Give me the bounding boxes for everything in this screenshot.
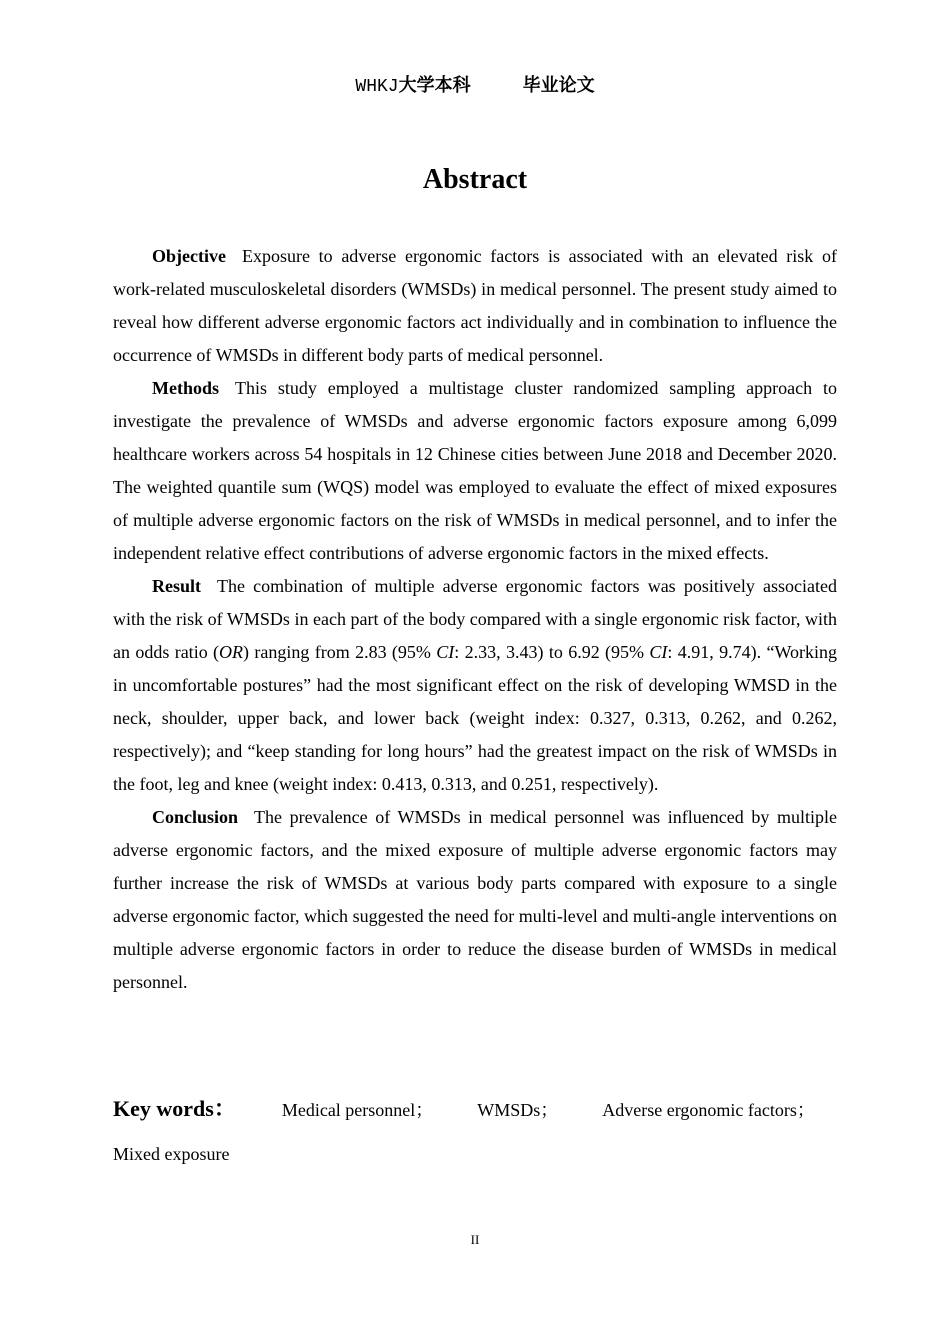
keywords-section [113,1087,837,1176]
keyword-item: Adverse ergonomic factors； [602,1100,815,1120]
keywords-label: Key words： [113,1096,236,1121]
objective-heading: Objective [152,246,226,266]
result-heading: Result [152,576,201,596]
methods-heading: Methods [152,378,219,398]
conclusion-heading: Conclusion [152,807,239,827]
running-header [0,74,950,99]
result-text-c: : 2.33, 3.43) to 6.92 (95% [454,642,650,662]
result-ci-term: CI [436,642,455,662]
keyword-item: Medical personnel； [281,1100,434,1120]
conclusion-text: The prevalence of WMSDs in medical personnel was influenced by multiple adverse ergonomic factors, and the mixed exposure of multiple adverse ergonomic factors may further increase the risk of WMSDs at various body parts compared with exposure to a single adverse ergonomic factor, which suggested the need for multi-level and multi-angle interventions on multiple adverse ergonomic factors in order to reduce the disease burden of WMSDs in medical personnel. [113,807,837,992]
methods-text: This study employed a multistage cluster randomized sampling approach to investigate the prevalence of WMSDs and adverse ergonomic factors exposure among 6,099 healthcare workers across 54 hospitals in 12 Chinese cities between June 2018 and December 2020. The weighted quantile sum (WQS) model was employed to evaluate the effect of mixed exposures of multiple adverse ergonomic factors on the risk of WMSDs in medical personnel, and to infer the independent relative effect contributions of adverse ergonomic factors in the mixed effects. [113,378,837,563]
objective-text: Exposure to adverse ergonomic factors is associated with an elevated risk of work-related musculoskeletal disorders (WMSDs) in medical personnel. The present study aimed to reveal how different adverse ergonomic factors act individually and in combination to influence the occurrence of WMSDs in different body parts of medical personnel. [113,246,837,365]
result-ci-term: CI [649,642,668,662]
methods-paragraph [113,372,837,570]
page-number: II [470,1232,480,1247]
result-text-b: ) ranging from 2.83 (95% [243,642,437,662]
objective-paragraph [113,240,837,372]
result-or-term: OR [219,642,244,662]
keyword-item: Mixed exposure [113,1144,230,1164]
keyword-item: WMSDs； [477,1100,559,1120]
result-text-a: The combination of multiple adverse ergonomic factors was positively associated with the risk of WMSDs in each part of the body compared with a single ergonomic risk factor, with an odds ratio ( [113,576,837,662]
abstract-body [113,240,837,999]
result-text-d: : 4.91, 9.74). “Working in uncomfortable postures” had the most significant effect on the risk of developing WMSD in the neck, shoulder, upper back, and lower back (weight index: 0.327, 0.313, 0.262, and 0.262, respectively); and “keep standing for long hours” had the greatest impact on the risk of WMSDs in the foot, leg and knee (weight index: 0.413, 0.313, and 0.251, respectively). [113,642,837,794]
conclusion-paragraph [113,801,837,999]
result-paragraph [113,570,837,801]
page-title: Abstract [422,164,528,195]
header-school-code: WHKJ [355,77,399,97]
header-thesis-label: 毕业论文 [522,75,595,96]
header-school-cn: 大学本科 [398,75,471,96]
